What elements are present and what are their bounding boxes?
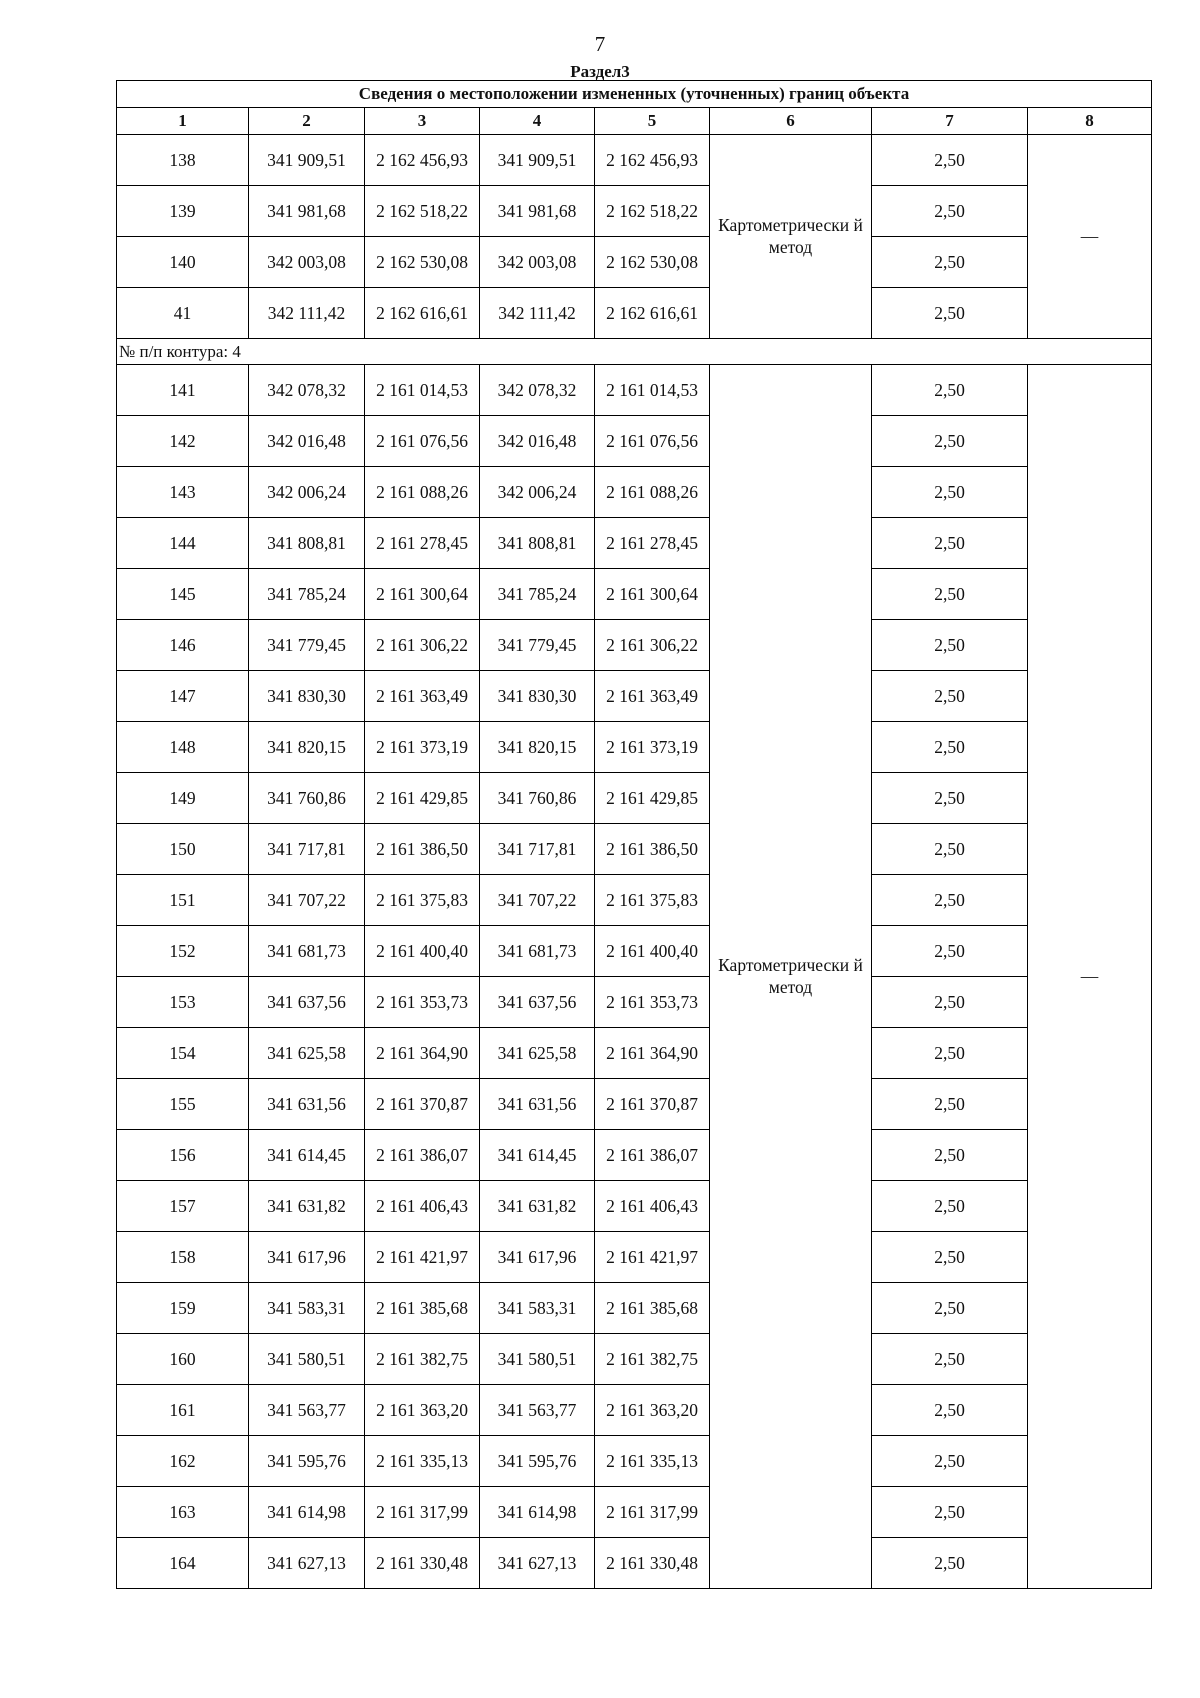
- table-cell: 2 161 370,87: [595, 1079, 710, 1130]
- table-cell: 160: [117, 1334, 249, 1385]
- table-cell: 341 631,56: [249, 1079, 365, 1130]
- table-cell: 2,50: [872, 365, 1028, 416]
- table-cell: 341 779,45: [480, 620, 595, 671]
- table-cell: 341 981,68: [480, 186, 595, 237]
- table-cell: 2 161 363,20: [595, 1385, 710, 1436]
- table-cell: 163: [117, 1487, 249, 1538]
- table-cell: 2,50: [872, 518, 1028, 569]
- table-cell: 341 627,13: [480, 1538, 595, 1589]
- table-row: [117, 773, 1152, 824]
- table-cell: 341 760,86: [249, 773, 365, 824]
- section-title: Раздел3: [570, 62, 630, 81]
- table-row: [117, 1487, 1152, 1538]
- table-cell: 2 161 373,19: [595, 722, 710, 773]
- table-cell: 341 785,24: [480, 569, 595, 620]
- method-cell: Картометрически й метод: [710, 135, 872, 339]
- table-cell: 2,50: [872, 288, 1028, 339]
- table-cell: 2,50: [872, 824, 1028, 875]
- table-cell: 2 161 400,40: [365, 926, 480, 977]
- table-cell: 2,50: [872, 671, 1028, 722]
- table-cell: 2 161 364,90: [365, 1028, 480, 1079]
- table-cell: 341 631,82: [249, 1181, 365, 1232]
- table-cell: 150: [117, 824, 249, 875]
- table-row: [117, 620, 1152, 671]
- table-cell: 154: [117, 1028, 249, 1079]
- table-cell: 155: [117, 1079, 249, 1130]
- table-cell: 2 161 014,53: [595, 365, 710, 416]
- table-cell: 157: [117, 1181, 249, 1232]
- table-cell: 2 161 406,43: [365, 1181, 480, 1232]
- table-cell: 2 161 335,13: [595, 1436, 710, 1487]
- table-cell: 2,50: [872, 1283, 1028, 1334]
- coordinates-table: [116, 80, 1152, 1589]
- table-cell: 341 707,22: [480, 875, 595, 926]
- table-cell: 2,50: [872, 926, 1028, 977]
- table-cell: 2 161 353,73: [595, 977, 710, 1028]
- table-cell: 341 760,86: [480, 773, 595, 824]
- table-cell: 341 614,98: [480, 1487, 595, 1538]
- table-row: [117, 977, 1152, 1028]
- table-row: [117, 467, 1152, 518]
- table-cell: 341 707,22: [249, 875, 365, 926]
- table-cell: 2 161 076,56: [595, 416, 710, 467]
- table-cell: 2 162 530,08: [365, 237, 480, 288]
- table-cell: 2,50: [872, 1181, 1028, 1232]
- table-cell: 2 161 088,26: [595, 467, 710, 518]
- table-cell: 2 161 330,48: [365, 1538, 480, 1589]
- table-cell: 341 717,81: [480, 824, 595, 875]
- table-cell: 341 909,51: [480, 135, 595, 186]
- table-cell: 2,50: [872, 722, 1028, 773]
- table-cell: 2 161 400,40: [595, 926, 710, 977]
- table-row: [117, 288, 1152, 339]
- table-cell: 2,50: [872, 237, 1028, 288]
- table-row: [117, 1283, 1152, 1334]
- table-cell: 2 161 386,50: [365, 824, 480, 875]
- table-row: [117, 1334, 1152, 1385]
- table-cell: 153: [117, 977, 249, 1028]
- table-cell: 2 161 300,64: [365, 569, 480, 620]
- table-cell: 342 111,42: [249, 288, 365, 339]
- table-cell: 341 631,56: [480, 1079, 595, 1130]
- table-cell: 2,50: [872, 977, 1028, 1028]
- column-header: 4: [480, 108, 595, 135]
- table-cell: 2 162 616,61: [595, 288, 710, 339]
- table-cell: 341 614,45: [249, 1130, 365, 1181]
- table-cell: 147: [117, 671, 249, 722]
- table-cell: 2 161 385,68: [365, 1283, 480, 1334]
- table-cell: 341 563,77: [249, 1385, 365, 1436]
- table-cell: 140: [117, 237, 249, 288]
- table-cell: 341 681,73: [249, 926, 365, 977]
- column-header-row: [117, 108, 1152, 135]
- table-cell: 2 161 421,97: [595, 1232, 710, 1283]
- table-cell: 2 161 278,45: [365, 518, 480, 569]
- table-cell: 162: [117, 1436, 249, 1487]
- table-cell: 2 161 382,75: [365, 1334, 480, 1385]
- table-cell: 2,50: [872, 875, 1028, 926]
- table-row: [117, 1385, 1152, 1436]
- table-cell: 2,50: [872, 1538, 1028, 1589]
- table-cell: 2,50: [872, 1487, 1028, 1538]
- table-row: [117, 1079, 1152, 1130]
- table-cell: 342 003,08: [249, 237, 365, 288]
- table-cell: 141: [117, 365, 249, 416]
- table-row: [117, 237, 1152, 288]
- table-cell: 341 808,81: [480, 518, 595, 569]
- table-cell: 341 595,76: [480, 1436, 595, 1487]
- contour-row: [117, 339, 1152, 365]
- table-cell: 144: [117, 518, 249, 569]
- table-cell: 2,50: [872, 1436, 1028, 1487]
- contour-label: № п/п контура: 4: [117, 339, 1152, 365]
- table-cell: 2 162 456,93: [365, 135, 480, 186]
- table-cell: 2 161 300,64: [595, 569, 710, 620]
- table-cell: 341 580,51: [249, 1334, 365, 1385]
- table-cell: 2 161 429,85: [365, 773, 480, 824]
- table-row: [117, 186, 1152, 237]
- table-cell: 2 161 406,43: [595, 1181, 710, 1232]
- table-cell: 2 161 076,56: [365, 416, 480, 467]
- table-cell: 138: [117, 135, 249, 186]
- table-cell: 149: [117, 773, 249, 824]
- table-cell: 341 631,82: [480, 1181, 595, 1232]
- table-row: [117, 1028, 1152, 1079]
- column-header: 1: [117, 108, 249, 135]
- table-cell: 2 161 088,26: [365, 467, 480, 518]
- table-row: [117, 569, 1152, 620]
- table-cell: 2,50: [872, 1130, 1028, 1181]
- table-cell: 341 625,58: [480, 1028, 595, 1079]
- column-header: 8: [1028, 108, 1152, 135]
- table-cell: 2 161 421,97: [365, 1232, 480, 1283]
- table-cell: 2,50: [872, 1385, 1028, 1436]
- table-cell: 2,50: [872, 1079, 1028, 1130]
- method-cell: Картометрически й метод: [710, 365, 872, 1589]
- table-cell: 2 161 330,48: [595, 1538, 710, 1589]
- table-cell: 2 161 429,85: [595, 773, 710, 824]
- table-cell: 342 006,24: [249, 467, 365, 518]
- table-cell: 2,50: [872, 1334, 1028, 1385]
- table-cell: 2 161 386,07: [365, 1130, 480, 1181]
- table-row: [117, 365, 1152, 416]
- table-cell: 2 161 363,49: [595, 671, 710, 722]
- table-cell: 2,50: [872, 416, 1028, 467]
- column-header: 7: [872, 108, 1028, 135]
- table-cell: 2 161 382,75: [595, 1334, 710, 1385]
- column-header: 6: [710, 108, 872, 135]
- table-cell: 341 681,73: [480, 926, 595, 977]
- table-cell: 341 981,68: [249, 186, 365, 237]
- table-cell: 2 161 370,87: [365, 1079, 480, 1130]
- table-cell: 151: [117, 875, 249, 926]
- table-row: [117, 1538, 1152, 1589]
- table-cell: 341 617,96: [249, 1232, 365, 1283]
- table-row: [117, 671, 1152, 722]
- table-cell: 341 617,96: [480, 1232, 595, 1283]
- table-row: [117, 416, 1152, 467]
- table-title-row: [117, 81, 1152, 108]
- column-header: 2: [249, 108, 365, 135]
- table-cell: 341 830,30: [249, 671, 365, 722]
- table-cell: 2 161 306,22: [365, 620, 480, 671]
- table-cell: 341 627,13: [249, 1538, 365, 1589]
- table-cell: 2 162 518,22: [595, 186, 710, 237]
- table-cell: 148: [117, 722, 249, 773]
- table-row: [117, 875, 1152, 926]
- table-cell: 342 006,24: [480, 467, 595, 518]
- table-cell: 158: [117, 1232, 249, 1283]
- note-cell: —: [1028, 135, 1152, 339]
- table-cell: 341 820,15: [480, 722, 595, 773]
- table-cell: 159: [117, 1283, 249, 1334]
- table-row: [117, 722, 1152, 773]
- table-cell: 2,50: [872, 1232, 1028, 1283]
- table-cell: 341 637,56: [249, 977, 365, 1028]
- table-cell: 2 161 278,45: [595, 518, 710, 569]
- table-cell: 341 779,45: [249, 620, 365, 671]
- table-row: [117, 1232, 1152, 1283]
- table-title: Сведения о местоположении измененных (уточненных) границ объекта: [117, 81, 1152, 108]
- table-cell: 341 595,76: [249, 1436, 365, 1487]
- note-cell: —: [1028, 365, 1152, 1589]
- table-cell: 164: [117, 1538, 249, 1589]
- table-cell: 342 016,48: [480, 416, 595, 467]
- table-cell: 2 161 317,99: [595, 1487, 710, 1538]
- table-row: [117, 1130, 1152, 1181]
- table-cell: 341 583,31: [249, 1283, 365, 1334]
- table-cell: 156: [117, 1130, 249, 1181]
- table-cell: 2,50: [872, 620, 1028, 671]
- table-cell: 143: [117, 467, 249, 518]
- table-cell: 342 078,32: [249, 365, 365, 416]
- table-cell: 2,50: [872, 186, 1028, 237]
- table-cell: 2 161 375,83: [595, 875, 710, 926]
- table-cell: 2 161 373,19: [365, 722, 480, 773]
- table-cell: 2,50: [872, 467, 1028, 518]
- table-cell: 342 003,08: [480, 237, 595, 288]
- table-cell: 2 161 363,49: [365, 671, 480, 722]
- table-row: [117, 926, 1152, 977]
- table-cell: 341 808,81: [249, 518, 365, 569]
- table-cell: 2 161 386,50: [595, 824, 710, 875]
- table-cell: 341 583,31: [480, 1283, 595, 1334]
- table-cell: 146: [117, 620, 249, 671]
- table-cell: 341 580,51: [480, 1334, 595, 1385]
- column-header: 3: [365, 108, 480, 135]
- table-cell: 139: [117, 186, 249, 237]
- table-cell: 342 016,48: [249, 416, 365, 467]
- table-cell: 341 563,77: [480, 1385, 595, 1436]
- table-cell: 2,50: [872, 569, 1028, 620]
- table-row: [117, 824, 1152, 875]
- table-cell: 152: [117, 926, 249, 977]
- table-cell: 341 637,56: [480, 977, 595, 1028]
- table-cell: 341 614,98: [249, 1487, 365, 1538]
- column-header: 5: [595, 108, 710, 135]
- table-cell: 2 161 353,73: [365, 977, 480, 1028]
- table-cell: 41: [117, 288, 249, 339]
- table-row: [117, 1181, 1152, 1232]
- table-cell: 2 161 363,20: [365, 1385, 480, 1436]
- table-cell: 2,50: [872, 135, 1028, 186]
- table-cell: 2 161 364,90: [595, 1028, 710, 1079]
- table-cell: 2,50: [872, 773, 1028, 824]
- table-cell: 2 161 386,07: [595, 1130, 710, 1181]
- table-cell: 341 909,51: [249, 135, 365, 186]
- table-cell: 2 162 616,61: [365, 288, 480, 339]
- table-row: [117, 135, 1152, 186]
- table-cell: 2 161 375,83: [365, 875, 480, 926]
- table-cell: 341 614,45: [480, 1130, 595, 1181]
- table-cell: 342 111,42: [480, 288, 595, 339]
- table-row: [117, 518, 1152, 569]
- table-cell: 341 717,81: [249, 824, 365, 875]
- page-number: 7: [594, 32, 606, 56]
- table-cell: 2 161 014,53: [365, 365, 480, 416]
- table-row: [117, 1436, 1152, 1487]
- table-cell: 161: [117, 1385, 249, 1436]
- table-cell: 142: [117, 416, 249, 467]
- table-cell: 2 161 317,99: [365, 1487, 480, 1538]
- table-cell: 2 161 385,68: [595, 1283, 710, 1334]
- table-cell: 2 161 306,22: [595, 620, 710, 671]
- table-cell: 342 078,32: [480, 365, 595, 416]
- table-cell: 341 625,58: [249, 1028, 365, 1079]
- table-body: [117, 81, 1152, 1589]
- table-cell: 145: [117, 569, 249, 620]
- table-cell: 2,50: [872, 1028, 1028, 1079]
- table-cell: 341 785,24: [249, 569, 365, 620]
- table-cell: 2 162 518,22: [365, 186, 480, 237]
- table-cell: 341 820,15: [249, 722, 365, 773]
- table-cell: 2 162 456,93: [595, 135, 710, 186]
- table-cell: 2 162 530,08: [595, 237, 710, 288]
- table-cell: 341 830,30: [480, 671, 595, 722]
- table-cell: 2 161 335,13: [365, 1436, 480, 1487]
